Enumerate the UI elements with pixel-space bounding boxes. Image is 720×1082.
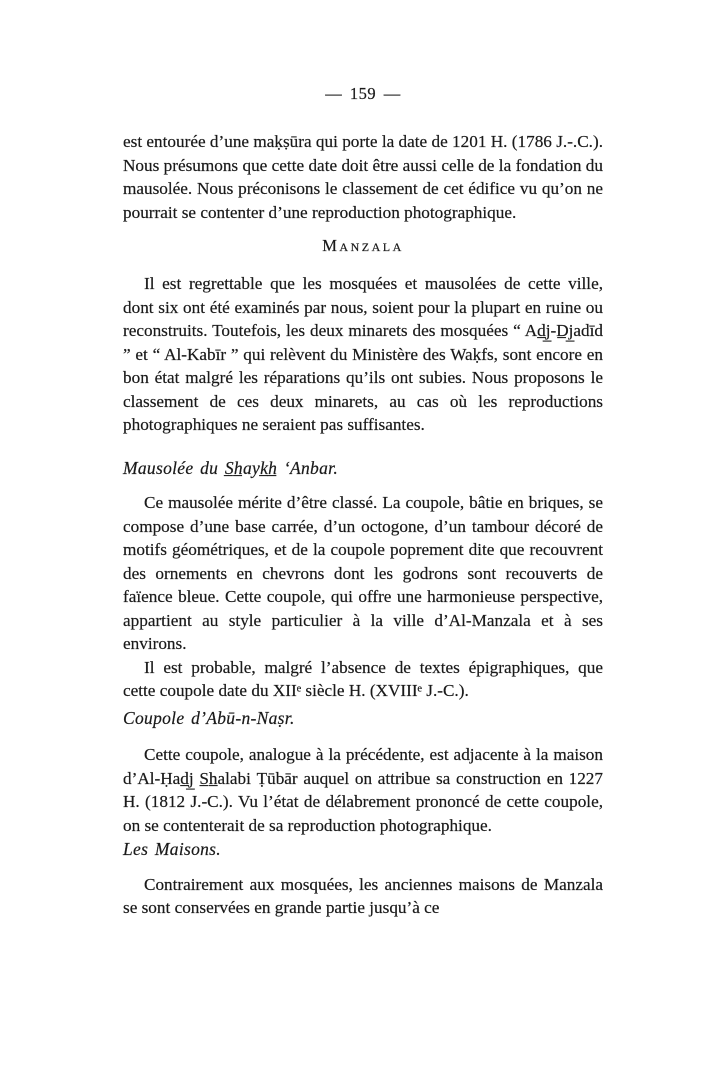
text-column: [123, 84, 603, 920]
subheading-coupole-abu-n-nasr: Coupole d’Abū-n-Naṣr.: [123, 707, 295, 728]
paragraph-shaykh-anbar-datation: Il est probable, malgré l’absence de textes épigraphiques, que cette coupole date du XIIᵉ siècle H. (XVIIIᵉ J.-C.).: [123, 657, 603, 700]
paragraph-les-maisons: Contrairement aux mosquées, les anciennes maisons de Manzala se sont conservées en grande partie jusqu’à ce: [123, 874, 603, 917]
paragraph-shaykh-anbar-coupole: Ce mausolée mérite d’être classé. La coupole, bâtie en briques, se compose d’une base carrée, d’un octogone, d’un tambour décoré de motifs géométriques, et de la coupole poprement dite que recouvrent des ornements en chevrons dont les godrons sont recouverts de faïence bleue. Cette coupole, qui offre une harmonieuse perspective, appartient au style particulier à la ville d’Al-Manzala et à ses environs.: [123, 493, 603, 653]
section-heading-manzala: Manzala: [322, 236, 404, 255]
subheading-mausolee-shaykh-anbar: Mausolée du S̲h̲ayk̲h̲ ‘Anbar.: [123, 457, 339, 478]
page-number: — 159 —: [325, 84, 401, 103]
subheading-les-maisons: Les Maisons.: [123, 839, 221, 859]
paragraph-manzala-minarets: Il est regrettable que les mosquées et mausolées de cette ville, dont six ont été examinés par nous, soient pour la plupart en ruine ou reconstruits. Toutefois, les deux minarets des mosquées “ Ad̲j̲-D̲j̲adīd ” et “ Al-Kabīr ” qui relèvent du Ministère des Waḳfs, sont encore en bon état malgré les réparations qu’ils ont subies. Nous proposons le classement de ces deux minarets, au cas où les reproductions photographiques ne seraient pas suffisantes.: [123, 274, 603, 434]
paragraph-maksura-continuation: est entourée d’une maḳṣūra qui porte la date de 1201 H. (1786 J.-.C.). Nous présumons que cette date doit être aussi celle de la fondation du mausolée. Nous préconisons le classement de cet édifice vu qu’on ne pourrait se contenter d’une reproduction photographique.: [123, 132, 603, 222]
paragraph-coupole-abu-n-nasr: Cette coupole, analogue à la précédente, est adjacente à la maison d’Al-Ḥad̲j̲ S̲h̲alabi Ṭūbār auquel on attribue sa construction en 1227 H. (1812 J.-C.). Vu l’état de délabrement prononcé de cette coupole, on se contenterait de sa reproduction photographique.: [123, 745, 603, 835]
